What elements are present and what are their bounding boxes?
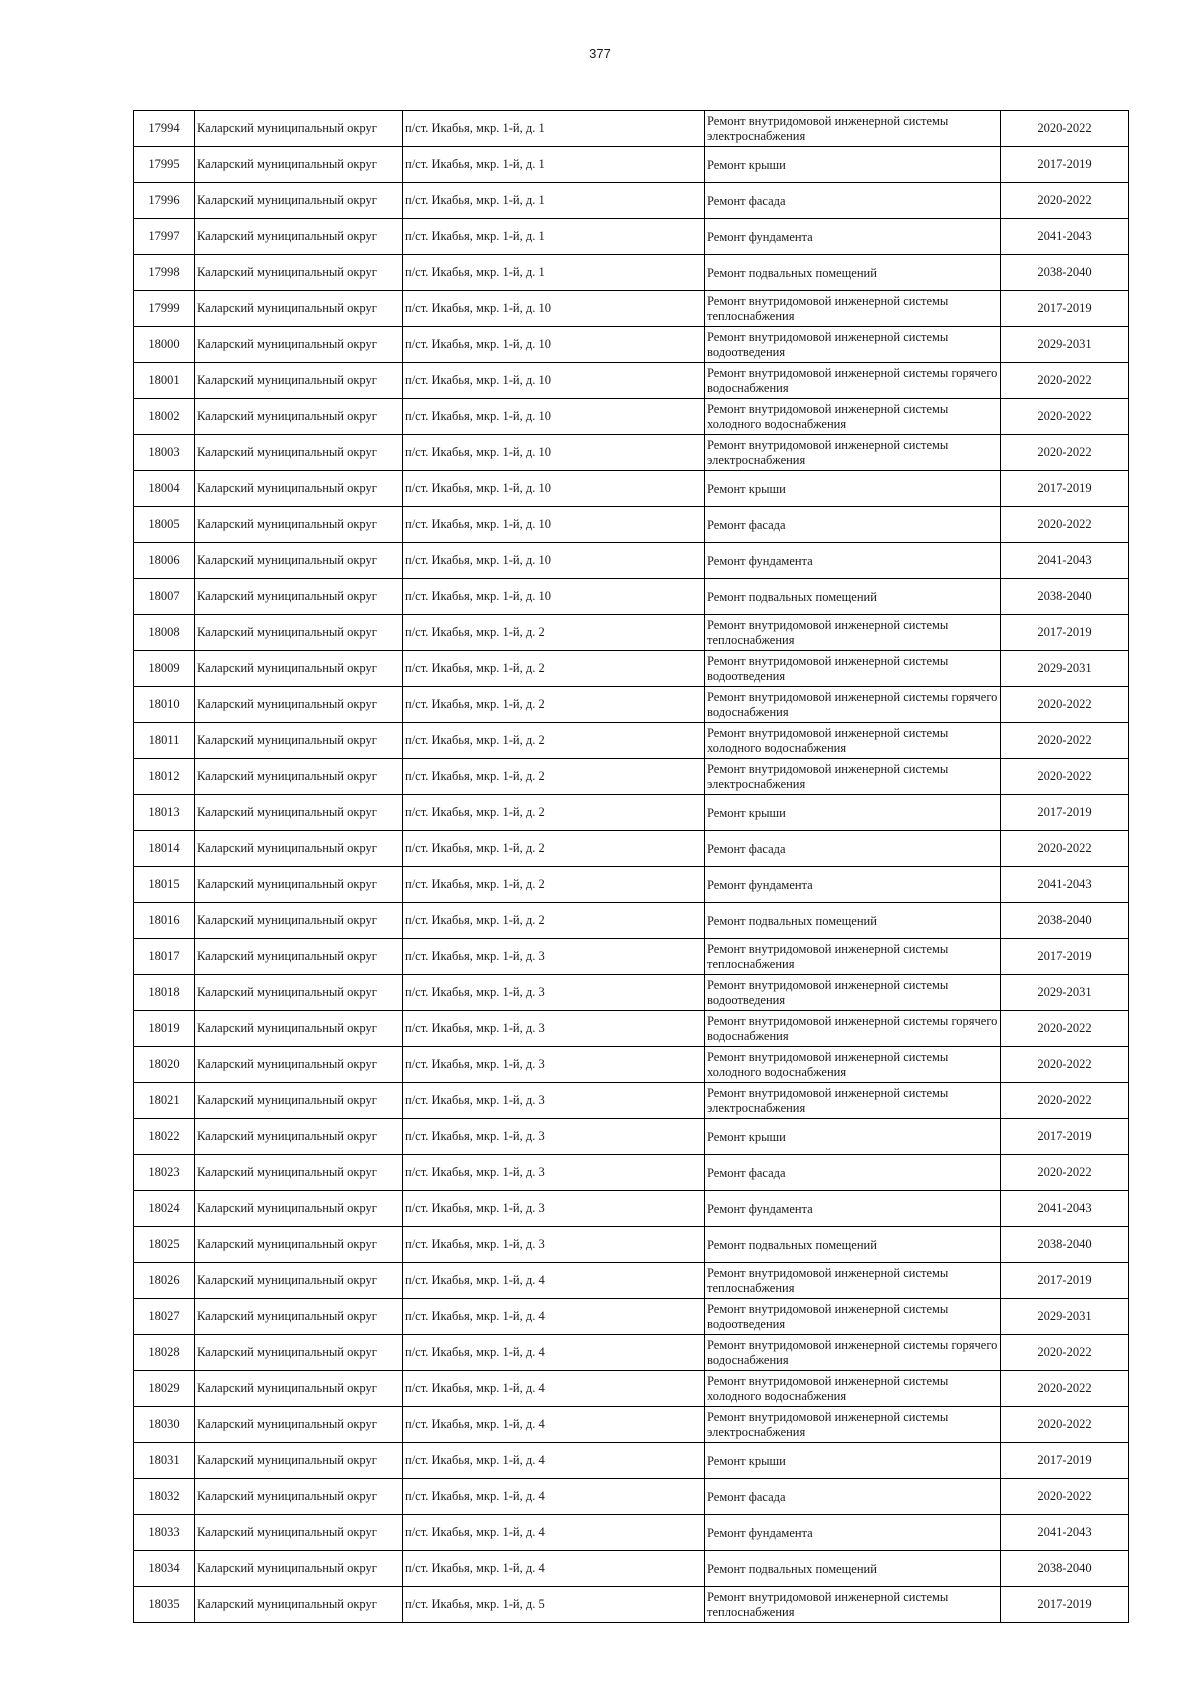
row-number-cell: 17998 bbox=[134, 255, 195, 291]
period-cell: 2020-2022 bbox=[1001, 399, 1129, 435]
table-row bbox=[134, 399, 1129, 435]
district-cell: Каларский муниципальный округ bbox=[195, 939, 403, 975]
table-row bbox=[134, 1083, 1129, 1119]
period-cell: 2020-2022 bbox=[1001, 435, 1129, 471]
address-cell: п/ст. Икабья, мкр. 1-й, д. 3 bbox=[403, 1047, 705, 1083]
address-cell: п/ст. Икабья, мкр. 1-й, д. 2 bbox=[403, 759, 705, 795]
district-cell: Каларский муниципальный округ bbox=[195, 291, 403, 327]
period-cell: 2017-2019 bbox=[1001, 1587, 1129, 1623]
period-cell: 2041-2043 bbox=[1001, 1191, 1129, 1227]
table-row bbox=[134, 219, 1129, 255]
period-cell: 2029-2031 bbox=[1001, 975, 1129, 1011]
table-row bbox=[134, 1227, 1129, 1263]
district-cell: Каларский муниципальный округ bbox=[195, 183, 403, 219]
period-cell: 2020-2022 bbox=[1001, 1047, 1129, 1083]
work-type-cell: Ремонт крыши bbox=[705, 147, 1001, 183]
district-cell: Каларский муниципальный округ bbox=[195, 687, 403, 723]
address-cell: п/ст. Икабья, мкр. 1-й, д. 10 bbox=[403, 435, 705, 471]
work-type-cell: Ремонт фасада bbox=[705, 1155, 1001, 1191]
district-cell: Каларский муниципальный округ bbox=[195, 399, 403, 435]
work-type-cell: Ремонт фасада bbox=[705, 1479, 1001, 1515]
address-cell: п/ст. Икабья, мкр. 1-й, д. 4 bbox=[403, 1263, 705, 1299]
address-cell: п/ст. Икабья, мкр. 1-й, д. 10 bbox=[403, 471, 705, 507]
period-cell: 2020-2022 bbox=[1001, 723, 1129, 759]
address-cell: п/ст. Икабья, мкр. 1-й, д. 3 bbox=[403, 1227, 705, 1263]
district-cell: Каларский муниципальный округ bbox=[195, 723, 403, 759]
address-cell: п/ст. Икабья, мкр. 1-й, д. 2 bbox=[403, 903, 705, 939]
work-type-cell: Ремонт внутридомовой инженерной системы теплоснабжения bbox=[705, 1263, 1001, 1299]
period-cell: 2038-2040 bbox=[1001, 903, 1129, 939]
table-row bbox=[134, 1407, 1129, 1443]
table-row bbox=[134, 183, 1129, 219]
work-type-cell: Ремонт крыши bbox=[705, 471, 1001, 507]
period-cell: 2020-2022 bbox=[1001, 687, 1129, 723]
address-cell: п/ст. Икабья, мкр. 1-й, д. 3 bbox=[403, 939, 705, 975]
period-cell: 2038-2040 bbox=[1001, 1551, 1129, 1587]
address-cell: п/ст. Икабья, мкр. 1-й, д. 4 bbox=[403, 1479, 705, 1515]
work-type-cell: Ремонт внутридомовой инженерной системы водоотведения bbox=[705, 327, 1001, 363]
district-cell: Каларский муниципальный округ bbox=[195, 219, 403, 255]
row-number-cell: 18032 bbox=[134, 1479, 195, 1515]
table-row bbox=[134, 1263, 1129, 1299]
address-cell: п/ст. Икабья, мкр. 1-й, д. 2 bbox=[403, 867, 705, 903]
table-row bbox=[134, 147, 1129, 183]
work-type-cell: Ремонт фундамента bbox=[705, 1191, 1001, 1227]
work-type-cell: Ремонт подвальных помещений bbox=[705, 255, 1001, 291]
work-type-cell: Ремонт внутридомовой инженерной системы горячего водоснабжения bbox=[705, 1011, 1001, 1047]
table-row bbox=[134, 327, 1129, 363]
address-cell: п/ст. Икабья, мкр. 1-й, д. 1 bbox=[403, 219, 705, 255]
row-number-cell: 17997 bbox=[134, 219, 195, 255]
work-type-cell: Ремонт подвальных помещений bbox=[705, 579, 1001, 615]
district-cell: Каларский муниципальный округ bbox=[195, 1263, 403, 1299]
period-cell: 2020-2022 bbox=[1001, 1479, 1129, 1515]
row-number-cell: 18027 bbox=[134, 1299, 195, 1335]
district-cell: Каларский муниципальный округ bbox=[195, 795, 403, 831]
row-number-cell: 18000 bbox=[134, 327, 195, 363]
row-number-cell: 18026 bbox=[134, 1263, 195, 1299]
row-number-cell: 18033 bbox=[134, 1515, 195, 1551]
period-cell: 2017-2019 bbox=[1001, 795, 1129, 831]
address-cell: п/ст. Икабья, мкр. 1-й, д. 4 bbox=[403, 1443, 705, 1479]
period-cell: 2020-2022 bbox=[1001, 1083, 1129, 1119]
period-cell: 2017-2019 bbox=[1001, 471, 1129, 507]
address-cell: п/ст. Икабья, мкр. 1-й, д. 4 bbox=[403, 1335, 705, 1371]
address-cell: п/ст. Икабья, мкр. 1-й, д. 4 bbox=[403, 1299, 705, 1335]
table-row bbox=[134, 903, 1129, 939]
work-type-cell: Ремонт внутридомовой инженерной системы горячего водоснабжения bbox=[705, 1335, 1001, 1371]
row-number-cell: 18013 bbox=[134, 795, 195, 831]
period-cell: 2029-2031 bbox=[1001, 327, 1129, 363]
district-cell: Каларский муниципальный округ bbox=[195, 1335, 403, 1371]
table-row bbox=[134, 507, 1129, 543]
work-type-cell: Ремонт внутридомовой инженерной системы теплоснабжения bbox=[705, 615, 1001, 651]
district-cell: Каларский муниципальный округ bbox=[195, 1407, 403, 1443]
work-type-cell: Ремонт внутридомовой инженерной системы электроснабжения bbox=[705, 1083, 1001, 1119]
work-type-cell: Ремонт внутридомовой инженерной системы электроснабжения bbox=[705, 1407, 1001, 1443]
row-number-cell: 18022 bbox=[134, 1119, 195, 1155]
address-cell: п/ст. Икабья, мкр. 1-й, д. 1 bbox=[403, 111, 705, 147]
row-number-cell: 17999 bbox=[134, 291, 195, 327]
table-row bbox=[134, 1047, 1129, 1083]
table-row bbox=[134, 651, 1129, 687]
address-cell: п/ст. Икабья, мкр. 1-й, д. 2 bbox=[403, 723, 705, 759]
district-cell: Каларский муниципальный округ bbox=[195, 363, 403, 399]
work-type-cell: Ремонт фундамента bbox=[705, 219, 1001, 255]
work-type-cell: Ремонт крыши bbox=[705, 1443, 1001, 1479]
district-cell: Каларский муниципальный округ bbox=[195, 975, 403, 1011]
work-type-cell: Ремонт внутридомовой инженерной системы холодного водоснабжения bbox=[705, 723, 1001, 759]
table-row bbox=[134, 939, 1129, 975]
period-cell: 2020-2022 bbox=[1001, 1407, 1129, 1443]
address-cell: п/ст. Икабья, мкр. 1-й, д. 5 bbox=[403, 1587, 705, 1623]
period-cell: 2020-2022 bbox=[1001, 1371, 1129, 1407]
row-number-cell: 18012 bbox=[134, 759, 195, 795]
work-type-cell: Ремонт внутридомовой инженерной системы водоотведения bbox=[705, 1299, 1001, 1335]
district-cell: Каларский муниципальный округ bbox=[195, 1515, 403, 1551]
table-row bbox=[134, 687, 1129, 723]
period-cell: 2041-2043 bbox=[1001, 219, 1129, 255]
work-type-cell: Ремонт подвальных помещений bbox=[705, 1227, 1001, 1263]
row-number-cell: 18018 bbox=[134, 975, 195, 1011]
row-number-cell: 18025 bbox=[134, 1227, 195, 1263]
period-cell: 2041-2043 bbox=[1001, 867, 1129, 903]
district-cell: Каларский муниципальный округ bbox=[195, 867, 403, 903]
work-type-cell: Ремонт внутридомовой инженерной системы электроснабжения bbox=[705, 111, 1001, 147]
table-row bbox=[134, 579, 1129, 615]
period-cell: 2020-2022 bbox=[1001, 759, 1129, 795]
address-cell: п/ст. Икабья, мкр. 1-й, д. 3 bbox=[403, 1119, 705, 1155]
row-number-cell: 17996 bbox=[134, 183, 195, 219]
district-cell: Каларский муниципальный округ bbox=[195, 1083, 403, 1119]
row-number-cell: 18034 bbox=[134, 1551, 195, 1587]
district-cell: Каларский муниципальный округ bbox=[195, 615, 403, 651]
row-number-cell: 18002 bbox=[134, 399, 195, 435]
address-cell: п/ст. Икабья, мкр. 1-й, д. 3 bbox=[403, 1155, 705, 1191]
work-type-cell: Ремонт внутридомовой инженерной системы электроснабжения bbox=[705, 759, 1001, 795]
district-cell: Каларский муниципальный округ bbox=[195, 1047, 403, 1083]
address-cell: п/ст. Икабья, мкр. 1-й, д. 1 bbox=[403, 147, 705, 183]
district-cell: Каларский муниципальный округ bbox=[195, 435, 403, 471]
row-number-cell: 18035 bbox=[134, 1587, 195, 1623]
district-cell: Каларский муниципальный округ bbox=[195, 1551, 403, 1587]
row-number-cell: 18019 bbox=[134, 1011, 195, 1047]
period-cell: 2038-2040 bbox=[1001, 579, 1129, 615]
table-row bbox=[134, 1551, 1129, 1587]
row-number-cell: 18008 bbox=[134, 615, 195, 651]
row-number-cell: 18004 bbox=[134, 471, 195, 507]
address-cell: п/ст. Икабья, мкр. 1-й, д. 3 bbox=[403, 1191, 705, 1227]
period-cell: 2038-2040 bbox=[1001, 255, 1129, 291]
address-cell: п/ст. Икабья, мкр. 1-й, д. 3 bbox=[403, 1083, 705, 1119]
table-row bbox=[134, 1587, 1129, 1623]
address-cell: п/ст. Икабья, мкр. 1-й, д. 10 bbox=[403, 363, 705, 399]
row-number-cell: 17994 bbox=[134, 111, 195, 147]
address-cell: п/ст. Икабья, мкр. 1-й, д. 2 bbox=[403, 687, 705, 723]
table-row bbox=[134, 435, 1129, 471]
district-cell: Каларский муниципальный округ bbox=[195, 831, 403, 867]
address-cell: п/ст. Икабья, мкр. 1-й, д. 2 bbox=[403, 831, 705, 867]
district-cell: Каларский муниципальный округ bbox=[195, 1479, 403, 1515]
period-cell: 2041-2043 bbox=[1001, 1515, 1129, 1551]
page-number: 377 bbox=[589, 46, 611, 61]
row-number-cell: 18011 bbox=[134, 723, 195, 759]
district-cell: Каларский муниципальный округ bbox=[195, 1155, 403, 1191]
address-cell: п/ст. Икабья, мкр. 1-й, д. 4 bbox=[403, 1407, 705, 1443]
table-row bbox=[134, 831, 1129, 867]
table-row bbox=[134, 1299, 1129, 1335]
district-cell: Каларский муниципальный округ bbox=[195, 327, 403, 363]
work-type-cell: Ремонт фасада bbox=[705, 831, 1001, 867]
table-row bbox=[134, 1011, 1129, 1047]
row-number-cell: 18007 bbox=[134, 579, 195, 615]
table-row bbox=[134, 291, 1129, 327]
work-type-cell: Ремонт фундамента bbox=[705, 1515, 1001, 1551]
address-cell: п/ст. Икабья, мкр. 1-й, д. 10 bbox=[403, 543, 705, 579]
work-type-cell: Ремонт внутридомовой инженерной системы теплоснабжения bbox=[705, 939, 1001, 975]
row-number-cell: 18020 bbox=[134, 1047, 195, 1083]
work-type-cell: Ремонт внутридомовой инженерной системы горячего водоснабжения bbox=[705, 363, 1001, 399]
district-cell: Каларский муниципальный округ bbox=[195, 255, 403, 291]
address-cell: п/ст. Икабья, мкр. 1-й, д. 4 bbox=[403, 1515, 705, 1551]
table-row bbox=[134, 1191, 1129, 1227]
work-type-cell: Ремонт внутридомовой инженерной системы теплоснабжения bbox=[705, 1587, 1001, 1623]
period-cell: 2017-2019 bbox=[1001, 939, 1129, 975]
district-cell: Каларский муниципальный округ bbox=[195, 759, 403, 795]
work-type-cell: Ремонт внутридомовой инженерной системы горячего водоснабжения bbox=[705, 687, 1001, 723]
work-type-cell: Ремонт подвальных помещений bbox=[705, 903, 1001, 939]
table-row bbox=[134, 759, 1129, 795]
table-row bbox=[134, 363, 1129, 399]
table-row bbox=[134, 255, 1129, 291]
address-cell: п/ст. Икабья, мкр. 1-й, д. 10 bbox=[403, 327, 705, 363]
period-cell: 2029-2031 bbox=[1001, 1299, 1129, 1335]
district-cell: Каларский муниципальный округ bbox=[195, 1299, 403, 1335]
address-cell: п/ст. Икабья, мкр. 1-й, д. 3 bbox=[403, 975, 705, 1011]
district-cell: Каларский муниципальный округ bbox=[195, 1443, 403, 1479]
district-cell: Каларский муниципальный округ bbox=[195, 471, 403, 507]
row-number-cell: 18024 bbox=[134, 1191, 195, 1227]
address-cell: п/ст. Икабья, мкр. 1-й, д. 4 bbox=[403, 1551, 705, 1587]
work-type-cell: Ремонт внутридомовой инженерной системы электроснабжения bbox=[705, 435, 1001, 471]
row-number-cell: 18021 bbox=[134, 1083, 195, 1119]
work-type-cell: Ремонт фундамента bbox=[705, 543, 1001, 579]
period-cell: 2041-2043 bbox=[1001, 543, 1129, 579]
district-cell: Каларский муниципальный округ bbox=[195, 1011, 403, 1047]
district-cell: Каларский муниципальный округ bbox=[195, 903, 403, 939]
address-cell: п/ст. Икабья, мкр. 1-й, д. 4 bbox=[403, 1371, 705, 1407]
period-cell: 2017-2019 bbox=[1001, 291, 1129, 327]
table-row bbox=[134, 1335, 1129, 1371]
district-cell: Каларский муниципальный округ bbox=[195, 1227, 403, 1263]
work-type-cell: Ремонт внутридомовой инженерной системы холодного водоснабжения bbox=[705, 1371, 1001, 1407]
district-cell: Каларский муниципальный округ bbox=[195, 507, 403, 543]
row-number-cell: 18017 bbox=[134, 939, 195, 975]
row-number-cell: 18016 bbox=[134, 903, 195, 939]
period-cell: 2020-2022 bbox=[1001, 363, 1129, 399]
table-row bbox=[134, 975, 1129, 1011]
work-type-cell: Ремонт внутридомовой инженерной системы теплоснабжения bbox=[705, 291, 1001, 327]
address-cell: п/ст. Икабья, мкр. 1-й, д. 10 bbox=[403, 507, 705, 543]
address-cell: п/ст. Икабья, мкр. 1-й, д. 10 bbox=[403, 399, 705, 435]
district-cell: Каларский муниципальный округ bbox=[195, 111, 403, 147]
work-type-cell: Ремонт фасада bbox=[705, 183, 1001, 219]
work-type-cell: Ремонт внутридомовой инженерной системы водоотведения bbox=[705, 975, 1001, 1011]
work-type-cell: Ремонт подвальных помещений bbox=[705, 1551, 1001, 1587]
row-number-cell: 18010 bbox=[134, 687, 195, 723]
table-row bbox=[134, 1119, 1129, 1155]
row-number-cell: 18031 bbox=[134, 1443, 195, 1479]
work-type-cell: Ремонт фасада bbox=[705, 507, 1001, 543]
period-cell: 2020-2022 bbox=[1001, 183, 1129, 219]
district-cell: Каларский муниципальный округ bbox=[195, 1119, 403, 1155]
period-cell: 2020-2022 bbox=[1001, 1335, 1129, 1371]
row-number-cell: 18003 bbox=[134, 435, 195, 471]
row-number-cell: 18028 bbox=[134, 1335, 195, 1371]
row-number-cell: 18014 bbox=[134, 831, 195, 867]
address-cell: п/ст. Икабья, мкр. 1-й, д. 1 bbox=[403, 255, 705, 291]
table-row bbox=[134, 723, 1129, 759]
period-cell: 2020-2022 bbox=[1001, 1011, 1129, 1047]
address-cell: п/ст. Икабья, мкр. 1-й, д. 2 bbox=[403, 651, 705, 687]
work-type-cell: Ремонт крыши bbox=[705, 1119, 1001, 1155]
address-cell: п/ст. Икабья, мкр. 1-й, д. 2 bbox=[403, 615, 705, 651]
address-cell: п/ст. Икабья, мкр. 1-й, д. 3 bbox=[403, 1011, 705, 1047]
district-cell: Каларский муниципальный округ bbox=[195, 147, 403, 183]
row-number-cell: 18001 bbox=[134, 363, 195, 399]
district-cell: Каларский муниципальный округ bbox=[195, 1371, 403, 1407]
table-row bbox=[134, 543, 1129, 579]
work-type-cell: Ремонт внутридомовой инженерной системы водоотведения bbox=[705, 651, 1001, 687]
table-row bbox=[134, 1371, 1129, 1407]
row-number-cell: 18023 bbox=[134, 1155, 195, 1191]
address-cell: п/ст. Икабья, мкр. 1-й, д. 1 bbox=[403, 183, 705, 219]
address-cell: п/ст. Икабья, мкр. 1-й, д. 2 bbox=[403, 795, 705, 831]
work-type-cell: Ремонт крыши bbox=[705, 795, 1001, 831]
row-number-cell: 18029 bbox=[134, 1371, 195, 1407]
district-cell: Каларский муниципальный округ bbox=[195, 579, 403, 615]
table-row bbox=[134, 795, 1129, 831]
period-cell: 2017-2019 bbox=[1001, 1119, 1129, 1155]
table-row bbox=[134, 867, 1129, 903]
work-type-cell: Ремонт фундамента bbox=[705, 867, 1001, 903]
district-cell: Каларский муниципальный округ bbox=[195, 1191, 403, 1227]
row-number-cell: 17995 bbox=[134, 147, 195, 183]
row-number-cell: 18009 bbox=[134, 651, 195, 687]
period-cell: 2017-2019 bbox=[1001, 1263, 1129, 1299]
period-cell: 2020-2022 bbox=[1001, 831, 1129, 867]
period-cell: 2020-2022 bbox=[1001, 507, 1129, 543]
repair-schedule-table bbox=[133, 110, 1129, 1623]
address-cell: п/ст. Икабья, мкр. 1-й, д. 10 bbox=[403, 291, 705, 327]
table-row bbox=[134, 1515, 1129, 1551]
work-type-cell: Ремонт внутридомовой инженерной системы холодного водоснабжения bbox=[705, 399, 1001, 435]
row-number-cell: 18006 bbox=[134, 543, 195, 579]
district-cell: Каларский муниципальный округ bbox=[195, 543, 403, 579]
table-body bbox=[134, 111, 1129, 1623]
period-cell: 2017-2019 bbox=[1001, 615, 1129, 651]
period-cell: 2017-2019 bbox=[1001, 147, 1129, 183]
table-row bbox=[134, 111, 1129, 147]
period-cell: 2020-2022 bbox=[1001, 111, 1129, 147]
district-cell: Каларский муниципальный округ bbox=[195, 651, 403, 687]
work-type-cell: Ремонт внутридомовой инженерной системы холодного водоснабжения bbox=[705, 1047, 1001, 1083]
table-row bbox=[134, 615, 1129, 651]
period-cell: 2020-2022 bbox=[1001, 1155, 1129, 1191]
address-cell: п/ст. Икабья, мкр. 1-й, д. 10 bbox=[403, 579, 705, 615]
row-number-cell: 18015 bbox=[134, 867, 195, 903]
row-number-cell: 18030 bbox=[134, 1407, 195, 1443]
table-row bbox=[134, 1443, 1129, 1479]
table-row bbox=[134, 1155, 1129, 1191]
table-row bbox=[134, 1479, 1129, 1515]
period-cell: 2029-2031 bbox=[1001, 651, 1129, 687]
table-row bbox=[134, 471, 1129, 507]
district-cell: Каларский муниципальный округ bbox=[195, 1587, 403, 1623]
period-cell: 2017-2019 bbox=[1001, 1443, 1129, 1479]
period-cell: 2038-2040 bbox=[1001, 1227, 1129, 1263]
row-number-cell: 18005 bbox=[134, 507, 195, 543]
